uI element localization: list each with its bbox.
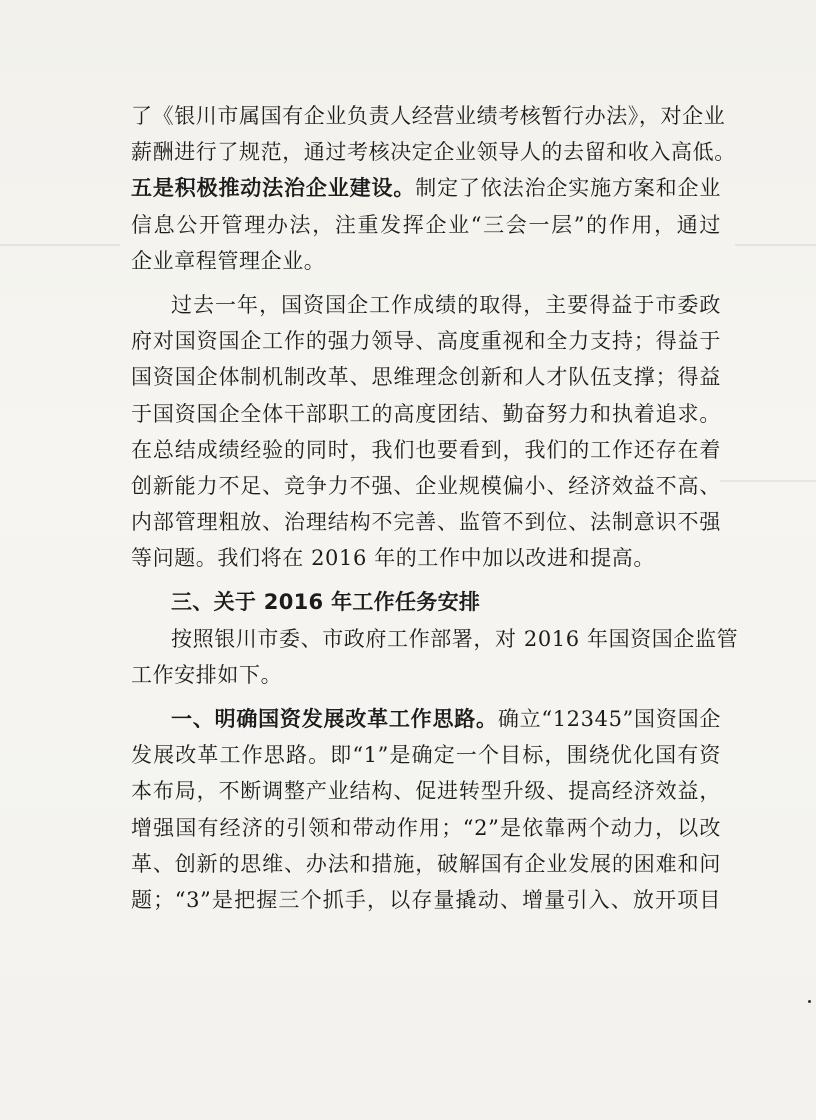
bleed-through-line — [735, 244, 816, 246]
text-line: 于国资国企全体干部职工的高度团结、勤奋努力和执着追求。 — [131, 401, 721, 426]
text-line: 发展改革工作思路。即“1”是确定一个目标，围绕优化国有资 — [131, 743, 721, 768]
text-line: 内部管理粗放、治理结构不完善、监管不到位、法制意识不强 — [131, 510, 721, 535]
text-line: 增强国有经济的引领和带动作用；“2”是依靠两个动力，以改 — [131, 815, 721, 840]
paragraph-first-line: 过去一年，国资国企工作成绩的取得，主要得益于市委政 — [171, 292, 721, 317]
paragraph-first-line — [131, 701, 721, 737]
text-run: 制定了依法治企实施方案和企业 — [415, 176, 721, 201]
text-line: 在总结成绩经验的同时，我们也要看到，我们的工作还存在着 — [131, 437, 721, 462]
text-line: 企业章程管理企业。 — [131, 248, 326, 273]
bold-phrase: 五是积极推动法治企业建设。 — [131, 175, 416, 201]
text-line: 革、创新的思维、办法和措施，破解国有企业发展的困难和问 — [131, 851, 721, 876]
paragraph-first-line: 按照银川市委、市政府工作部署，对 2016 年国资国企监管 — [171, 626, 739, 651]
text-line: 了《银川市属国有企业负责人经营业绩考核暂行办法》，对企业 — [131, 104, 726, 128]
bleed-through-line — [720, 480, 816, 482]
text-line: 等问题。我们将在 2016 年的工作中加以改进和提高。 — [131, 546, 655, 571]
text-line: 国资国企体制机制改革、思维理念创新和人才队伍支撑；得益 — [131, 365, 721, 390]
text-line: 府对国资国企工作的强力领导、高度重视和全力支持；得益于 — [131, 329, 721, 354]
text-line: 工作安排如下。 — [131, 662, 283, 687]
document-body — [131, 98, 739, 918]
text-line: 本布局，不断调整产业结构、促进转型升级、提高经济效益， — [131, 779, 721, 804]
bold-phrase: 一、明确国资发展改革工作思路。 — [171, 706, 498, 731]
text-line: 题；“3”是把握三个抓手，以存量撬动、增量引入、放开项目 — [131, 887, 721, 912]
text-line: 创新能力不足、竞争力不强、企业规模偏小、经济效益不高、 — [131, 473, 721, 498]
text-line: 薪酬进行了规范，通过考核决定企业领导人的去留和收入高低。 — [131, 140, 736, 165]
text-line: 信息公开管理办法，注重发挥企业“三会一层”的作用，通过 — [131, 212, 721, 237]
scan-speck — [808, 1000, 811, 1003]
text-run: 确立“12345”国资国企 — [497, 707, 722, 731]
section-heading: 三、关于 2016 年工作任务安排 — [171, 590, 481, 615]
bleed-through-line — [0, 244, 120, 246]
text-line — [131, 170, 721, 206]
